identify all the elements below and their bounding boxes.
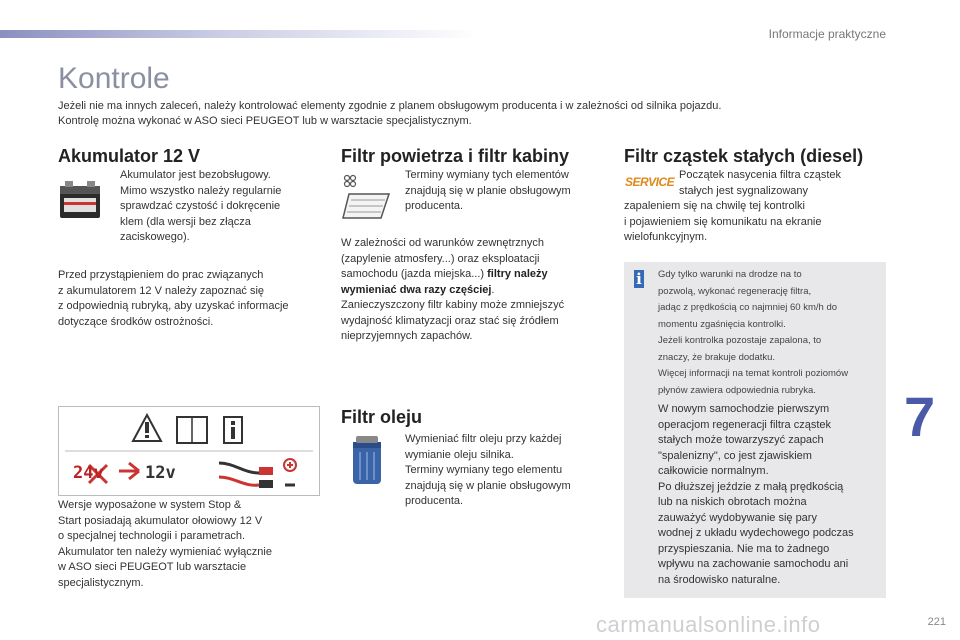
- text-line: Początek nasycenia filtra cząstek: [679, 169, 842, 181]
- air-filter-icon: [341, 172, 393, 222]
- text-line: zaciskowego).: [120, 231, 190, 243]
- text-line: sprawdzać czystość i dokręcenie: [120, 200, 281, 212]
- text-line: pozwolą, wykonać regenerację filtra,: [658, 285, 812, 297]
- text-line: dotyczące środków ostrożności.: [58, 315, 214, 328]
- oil-filter-heading: Filtr oleju: [341, 407, 422, 427]
- oil-filter-icon: [350, 434, 384, 488]
- air-filter-description: [405, 168, 605, 215]
- text-line: klem (dla wersji bez złącza: [120, 215, 251, 228]
- text-line: płynów zawiera odpowiednia rubryka.: [658, 384, 816, 396]
- text-line: znajdują się w planie obsługowym: [405, 184, 571, 197]
- text-line: nieprzyjemnych zapachów.: [341, 330, 473, 342]
- text-line: W nowym samochodzie pierwszym: [658, 403, 830, 415]
- text-line: znaczy, że brakuje dodatku.: [658, 351, 776, 363]
- text-span: .: [491, 283, 495, 296]
- page-number: 221: [927, 616, 946, 628]
- battery-description: [120, 168, 320, 246]
- text-line: Więcej informacji na temat kontroli poziomów: [658, 368, 849, 379]
- info-note: [658, 267, 880, 399]
- text-line: Start posiadają akumulator ołowiowy 12 V: [58, 514, 263, 527]
- text-line: na środowisko naturalne.: [658, 573, 781, 586]
- text-line: Gdy tylko warunki na drodze na to: [658, 269, 802, 280]
- text-line: Terminy wymiany tych elementów: [405, 169, 569, 181]
- text-line: Zanieczyszczony filtr kabiny może zmniejszyć: [341, 299, 565, 311]
- text-line: wpływu na zachowanie samochodu ani: [658, 558, 849, 570]
- air-filter-heading: Filtr powietrza i filtr kabiny: [341, 146, 570, 166]
- battery-warning-text: [58, 268, 328, 330]
- text-line: o specjalnej technologii i parametrach.: [58, 530, 246, 542]
- text-line: Wymieniać filtr oleju przy każdej: [405, 433, 562, 445]
- text-line: z akumulatorem 12 V należy zapoznać się: [58, 284, 265, 297]
- text-line: (zapylenie atmosfery...) oraz eksploatacji: [341, 252, 540, 265]
- text-line: specjalistycznym.: [58, 576, 144, 589]
- text-line: [341, 283, 616, 299]
- text-line: momentu zgaśnięcia kontrolki.: [658, 318, 786, 330]
- label-12v: 12v: [145, 463, 176, 483]
- text-line: wymianie oleju silnika.: [405, 448, 514, 461]
- chapter-number: 7: [904, 385, 936, 448]
- text-line: Terminy wymiany tego elementu: [405, 464, 563, 476]
- label-24v: 24v: [73, 463, 104, 483]
- particle-filter-description: [679, 168, 879, 199]
- car-battery-icon: [58, 176, 104, 222]
- text-line: "spalenizny", co jest zjawiskiem: [658, 449, 812, 462]
- particle-filter-heading: Filtr cząstek stałych (diesel): [624, 146, 864, 166]
- text-line: wodnej z układu wydechowego podczas: [658, 527, 854, 539]
- text-line: zauważyć wydobywanie się pary: [658, 511, 817, 524]
- text-line: Akumulator ten należy wymieniać wyłącznie: [58, 545, 272, 558]
- info-icon: i: [634, 270, 644, 288]
- text-line: jadąc z prędkością co najmniej 60 km/h do: [658, 302, 838, 313]
- page-title: Kontrole: [58, 62, 170, 95]
- text-line: [341, 267, 616, 283]
- text-line: Wersje wyposażone w system Stop &: [58, 499, 242, 511]
- text-line: Mimo wszystko należy regularnie: [120, 184, 282, 197]
- text-line: producenta.: [405, 200, 464, 212]
- text-line: Po dłuższej jeździe z małą prędkością: [658, 480, 844, 493]
- text-line: W zależności od warunków zewnętrznych: [341, 237, 544, 249]
- emphasis-text: filtry należy: [487, 268, 548, 280]
- battery-heading: Akumulator 12 V: [58, 146, 201, 166]
- jumper-cables-icon: [219, 463, 273, 488]
- text-line: całkowicie normalnym.: [658, 465, 769, 477]
- air-filter-body: [341, 236, 616, 345]
- text-line: Przed przystąpieniem do prac związanych: [58, 269, 264, 281]
- section-title: Informacje praktyczne: [768, 27, 886, 41]
- text-line: z odpowiednią rubryką, aby uzyskać informacje: [58, 300, 289, 312]
- text-line: producenta.: [405, 495, 464, 507]
- text-line: znajdują się w planie obsługowym: [405, 479, 571, 492]
- text-line: przyspieszania. Nie ma to żadnego: [658, 542, 830, 555]
- text-line: wydajność klimatyzacji oraz stać się źródłem: [341, 314, 559, 327]
- intro-text: [58, 99, 918, 129]
- text-line: Akumulator jest bezobsługowy.: [120, 169, 271, 181]
- particle-filter-info-box: [624, 262, 886, 598]
- intro-line: Jeżeli nie ma innych zaleceń, należy kontrolować elementy zgodnie z planem obsługowym producenta i w zależności od silnika pojazdu.: [58, 100, 722, 112]
- particle-filter-description-cont: [624, 199, 884, 246]
- watermark: carmanualsonline.info: [596, 612, 821, 637]
- battery-warning-graphic: [58, 406, 320, 496]
- text-span: samochodu (jazda miejska...): [341, 268, 488, 280]
- text-line: stałych jest sygnalizowany: [679, 184, 809, 197]
- regeneration-note: [658, 402, 880, 588]
- text-line: lub na niskich obrotach można: [658, 496, 807, 508]
- oil-filter-description: [405, 432, 610, 510]
- emphasis-text: wymieniać dwa razy częściej: [341, 283, 492, 296]
- text-line: stałych może towarzyszyć zapach: [658, 434, 824, 446]
- header-accent-bar: [0, 30, 480, 38]
- text-line: i pojawieniem się komunikatu na ekranie: [624, 215, 822, 228]
- text-line: w ASO sieci PEUGEOT lub warsztacie: [58, 561, 247, 573]
- text-line: wielofunkcyjnym.: [624, 231, 708, 243]
- stop-start-battery-text: [58, 498, 328, 591]
- text-line: operacjom regeneracji filtra cząstek: [658, 418, 832, 431]
- intro-line: Kontrolę można wykonać w ASO sieci PEUGEOT lub w warsztacie specjalistycznym.: [58, 115, 472, 127]
- service-warning-lamp-icon: SERVICE: [625, 175, 675, 189]
- text-line: Jeżeli kontrolka pozostaje zapalona, to: [658, 335, 822, 346]
- text-line: zapaleniem się na chwilę tej kontrolki: [624, 200, 805, 212]
